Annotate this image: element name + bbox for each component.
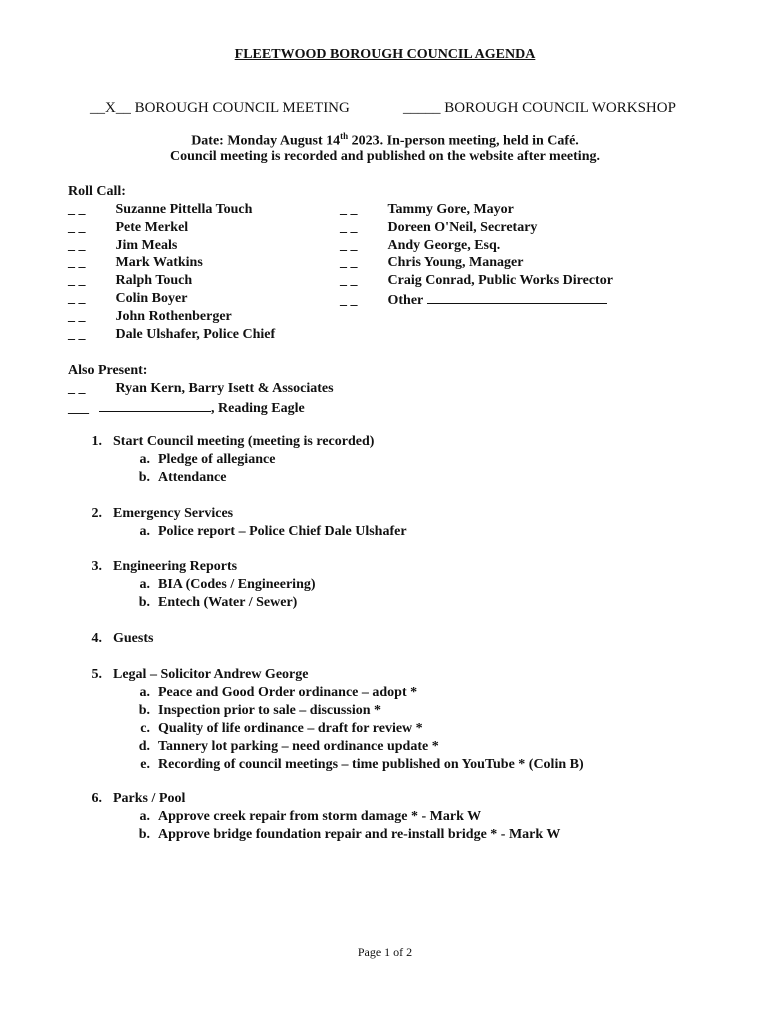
attendance-mark: _ _: [340, 273, 358, 289]
attendance-mark: _ _: [68, 291, 86, 306]
roll-call-entry: [340, 273, 613, 289]
member-name: Colin Boyer: [115, 291, 188, 306]
meeting-date-line: [0, 131, 770, 150]
member-name: Doreen O'Neil, Secretary: [387, 219, 538, 235]
agenda-subitem-letter: d.: [138, 738, 150, 754]
roll-call-entry: [68, 309, 232, 325]
agenda-subitem-letter: b.: [138, 469, 150, 485]
agenda-item-title: Emergency Services: [113, 506, 234, 521]
agenda-subitem-text: Entech (Water / Sewer): [158, 594, 298, 610]
attendance-mark: _ _: [340, 293, 358, 308]
agenda-item-title: Start Council meeting (meeting is recorded): [113, 434, 375, 449]
roll-call-entry: [68, 220, 188, 236]
roll-call-entry: [68, 291, 187, 307]
member-name: Mark Watkins: [115, 255, 203, 271]
agenda-subitem-letter: b.: [138, 594, 150, 610]
roll-call-entry: [340, 255, 524, 271]
blank-name-line: [427, 291, 607, 304]
page-title: FLEETWOOD BOROUGH COUNCIL AGENDA: [234, 47, 536, 62]
agenda-subitem-text: BIA (Codes / Engineering): [158, 576, 316, 592]
also-present-entry: [68, 381, 334, 397]
attendance-mark: _ _: [340, 202, 358, 217]
page-number: Page 1 of 2: [357, 945, 413, 959]
agenda-subitem-text: Recording of council meetings – time published on YouTube * (Colin B): [158, 756, 584, 772]
member-name: Tammy Gore, Mayor: [387, 202, 514, 217]
agenda-item-title: Legal – Solicitor Andrew George: [113, 667, 309, 682]
roll-call-entry: [340, 220, 537, 236]
agenda-subitem-letter: b.: [138, 826, 150, 842]
roll-call-entry: [340, 202, 514, 218]
member-name: John Rothenberger: [115, 308, 232, 324]
agenda-subitem-text: Tannery lot parking – need ordinance update *: [158, 738, 439, 754]
attendance-mark: _ _: [68, 237, 86, 253]
member-name: Ralph Touch: [115, 273, 193, 289]
roll-call-entry: [68, 202, 252, 218]
attendance-mark: _ _: [340, 219, 358, 235]
attendance-mark: _ _: [68, 381, 86, 396]
agenda-item-title: Engineering Reports: [113, 559, 238, 574]
member-name: Andy George, Esq.: [387, 237, 501, 253]
agenda-subitem-letter: a.: [139, 576, 150, 592]
attendance-mark: _ _: [68, 255, 86, 271]
attendance-mark: _ _: [68, 202, 86, 217]
agenda-subitem-text: Pledge of allegiance: [158, 451, 276, 467]
roll-call-entry: [68, 273, 192, 289]
roll-call-entry: [340, 291, 607, 309]
council-meeting-option: __X__ BOROUGH COUNCIL MEETING: [90, 100, 350, 116]
roll-call-heading: Roll Call:: [68, 184, 126, 199]
agenda-item-number: 2.: [91, 506, 102, 521]
agenda-subitem-text: Approve bridge foundation repair and re-install bridge * - Mark W: [158, 826, 561, 842]
agenda-subitem-text: Approve creek repair from storm damage * - Mark W: [158, 808, 482, 824]
council-workshop-option: _____ BOROUGH COUNCIL WORKSHOP: [403, 100, 676, 116]
date-ordinal-suffix: th: [340, 131, 349, 141]
agenda-item-number: 4.: [91, 631, 102, 646]
roll-call-entry: [68, 327, 275, 343]
agenda-item-number: 1.: [91, 434, 102, 449]
agenda-subitem-letter: a.: [139, 684, 150, 700]
attendance-mark: _ _: [68, 308, 86, 324]
date-suffix: 2023. In-person meeting, held in Café.: [348, 133, 579, 149]
attendee-name: Ryan Kern, Barry Isett & Associates: [115, 381, 334, 396]
agenda-item-number: 3.: [91, 559, 102, 574]
agenda-item-title: Parks / Pool: [113, 791, 186, 806]
roll-call-entry: [68, 238, 177, 254]
roll-call-entry: [340, 238, 500, 254]
agenda-subitem-letter: b.: [138, 702, 150, 718]
agenda-subitem-text: Inspection prior to sale – discussion *: [158, 702, 381, 718]
attendance-mark: _ _: [68, 273, 86, 289]
member-name: Suzanne Pittella Touch: [115, 202, 253, 217]
recording-notice: Council meeting is recorded and published on the website after meeting.: [170, 149, 600, 164]
attendee-affiliation: , Reading Eagle: [211, 401, 305, 416]
also-present-heading: Also Present:: [68, 363, 148, 378]
member-name: Craig Conrad, Public Works Director: [387, 273, 613, 289]
agenda-subitem-letter: a.: [139, 451, 150, 467]
member-name: Jim Meals: [115, 237, 178, 253]
agenda-subitem-letter: a.: [139, 523, 150, 539]
also-present-entry: [68, 399, 305, 417]
date-prefix: Date: Monday August 14: [191, 133, 341, 149]
member-name: Dale Ulshafer, Police Chief: [115, 326, 276, 342]
agenda-subitem-letter: a.: [139, 808, 150, 824]
agenda-item-title: Guests: [113, 631, 154, 646]
agenda-subitem-text: Quality of life ordinance – draft for review *: [158, 720, 423, 736]
attendance-mark: _ _: [340, 237, 358, 253]
blank-name-line: [99, 399, 211, 412]
attendance-mark: _ _: [68, 219, 86, 235]
attendance-mark: _ _: [340, 255, 358, 271]
attendance-mark: ___: [68, 401, 89, 416]
agenda-item-number: 6.: [91, 791, 102, 806]
agenda-subitem-text: Attendance: [158, 469, 227, 485]
agenda-subitem-text: Peace and Good Order ordinance – adopt *: [158, 684, 418, 700]
agenda-subitem-letter: e.: [140, 756, 150, 772]
agenda-subitem-letter: c.: [140, 720, 150, 736]
agenda-subitem-text: Police report – Police Chief Dale Ulshafer: [158, 523, 407, 539]
roll-call-entry: [68, 255, 203, 271]
attendance-mark: _ _: [68, 326, 86, 342]
member-name: Chris Young, Manager: [387, 255, 524, 271]
member-name: Other: [387, 293, 424, 308]
agenda-item-number: 5.: [91, 667, 102, 682]
member-name: Pete Merkel: [115, 219, 189, 235]
